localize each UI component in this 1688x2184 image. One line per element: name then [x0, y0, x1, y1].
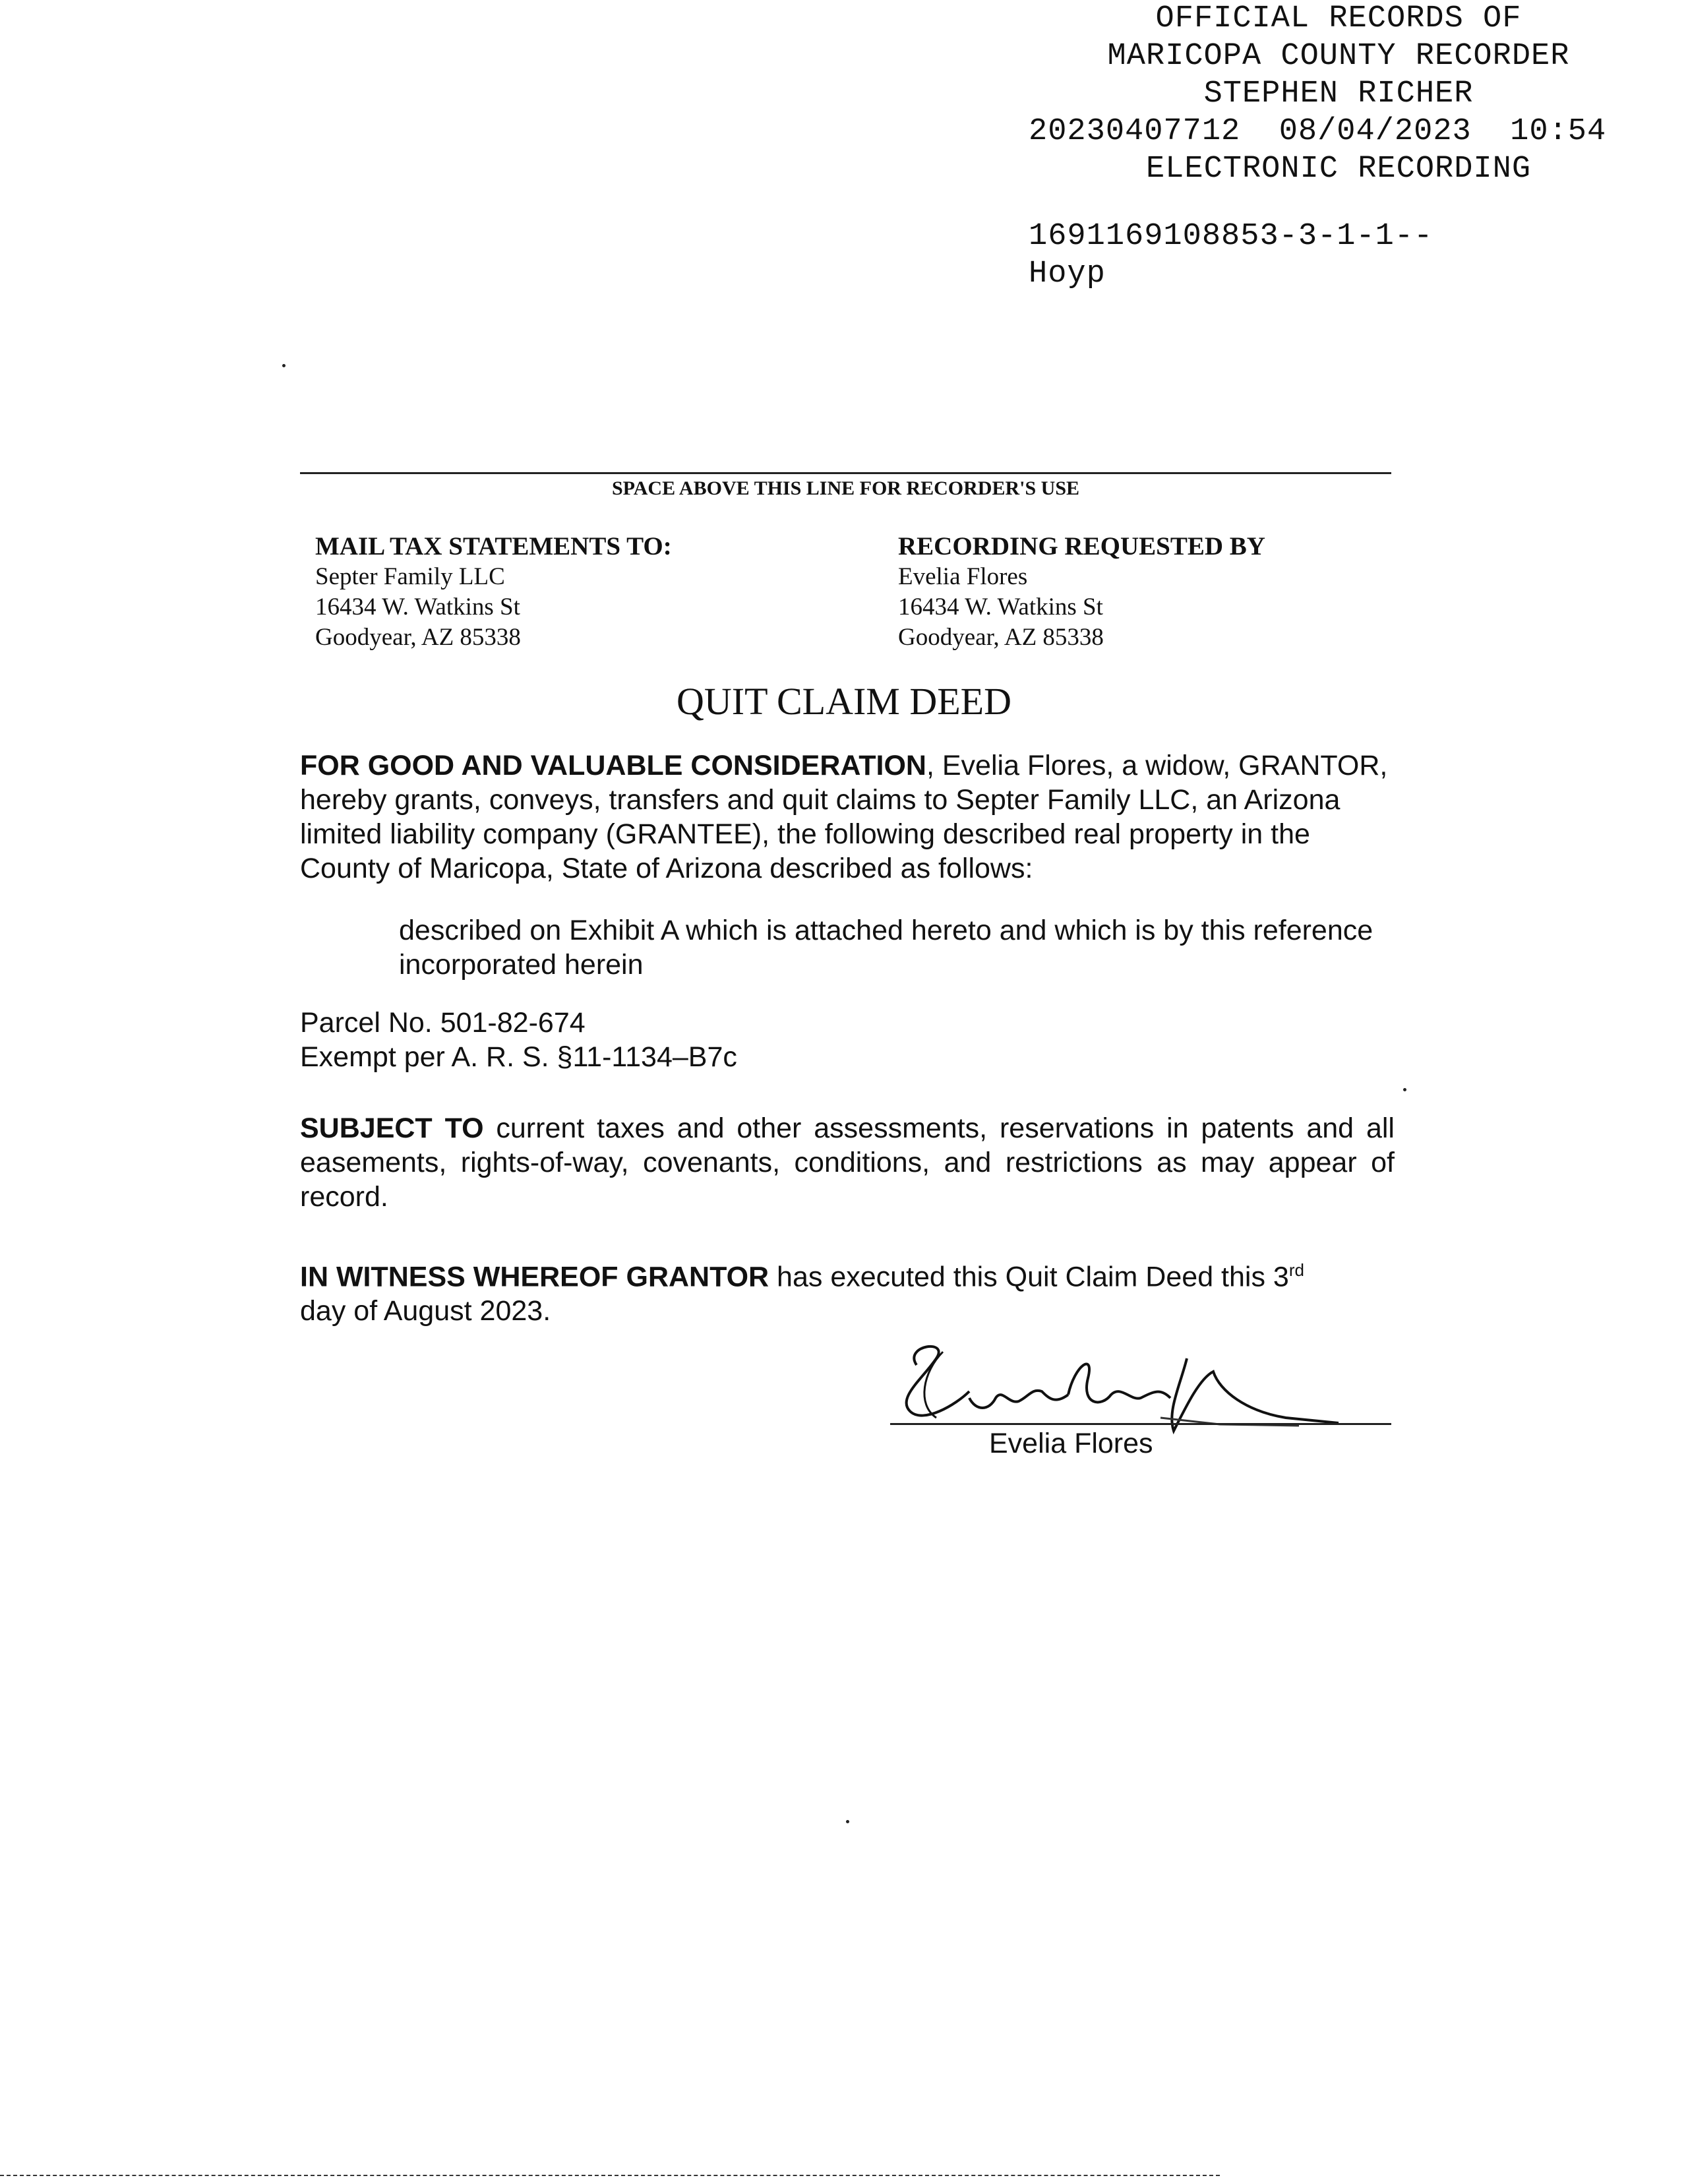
stamp-line-2: MARICOPA COUNTY RECORDER [1107, 39, 1570, 74]
subject-to-text: current taxes and other assessments, reservations in patents and all easements, rights-of-way, covenants, conditions, and restrictions as may appear of record. [300, 1112, 1395, 1213]
stamp-line-1: OFFICIAL RECORDS OF [1155, 1, 1522, 36]
record-number: 20230407712 [1029, 114, 1241, 149]
stamp-line-3: STEPHEN RICHER [1203, 76, 1474, 111]
document-title: QUIT CLAIM DEED [677, 680, 1011, 723]
record-time: 10:54 [1510, 114, 1607, 149]
witness-paragraph [300, 1253, 1395, 1328]
document-id: 1691169108853-3-1-1-- [1029, 219, 1433, 254]
scan-speck [846, 1820, 849, 1823]
mail-tax-street: 16434 W. Watkins St [315, 593, 520, 621]
exhibit-paragraph: described on Exhibit A which is attached hereto and which is by this reference incorporated herein [399, 915, 1373, 981]
witness-suffix: rd [1288, 1260, 1304, 1280]
recorder-stamp [1029, 0, 1675, 293]
stamp-line-5: ELECTRONIC RECORDING [1145, 152, 1532, 187]
record-date: 08/04/2023 [1279, 114, 1472, 149]
subject-to-lead: SUBJECT TO [300, 1112, 484, 1144]
recording-requested-heading: RECORDING REQUESTED BY [898, 532, 1265, 561]
witness-lead: IN WITNESS WHEREOF GRANTOR [300, 1261, 769, 1293]
parcel-block [300, 1006, 1395, 1074]
stamp-record-line [1029, 114, 1606, 149]
parcel-number: Parcel No. 501-82-674 [300, 1007, 586, 1039]
mail-tax-name: Septer Family LLC [315, 563, 505, 590]
scan-speck [1403, 1088, 1406, 1091]
recorder-note: SPACE ABOVE THIS LINE FOR RECORDER'S USE [611, 477, 1080, 499]
stamp-code: Hoyp [1029, 257, 1106, 291]
consideration-paragraph [300, 748, 1395, 886]
bottom-scan-edge [0, 2175, 1220, 2176]
mail-tax-block [315, 531, 672, 653]
mail-tax-heading: MAIL TAX STATEMENTS TO: [315, 532, 672, 561]
recording-requested-city: Goodyear, AZ 85338 [898, 624, 1104, 651]
recorder-divider [300, 472, 1391, 474]
consideration-text: , Evelia Flores, a widow, GRANTOR, hereby grants, conveys, transfers and quit claims to Septer Family LLC, an Arizona limited liability company (GRANTEE), the following described real property in the County of Maricopa, State of Arizona described as follows: [300, 750, 1388, 884]
subject-to-paragraph [300, 1111, 1395, 1214]
witness-tail: day of August 2023. [300, 1295, 551, 1327]
consideration-lead: FOR GOOD AND VALUABLE CONSIDERATION [300, 750, 926, 781]
recording-requested-name: Evelia Flores [898, 563, 1028, 590]
exemption-text: Exempt per A. R. S. §11-1134–B7c [300, 1041, 737, 1073]
stamp-id-block [1029, 218, 1675, 293]
signature-line [890, 1423, 1391, 1425]
signer-name: Evelia Flores [989, 1428, 1153, 1459]
mail-tax-city: Goodyear, AZ 85338 [315, 624, 521, 651]
recording-requested-street: 16434 W. Watkins St [898, 593, 1103, 621]
recording-requested-block [898, 531, 1265, 653]
scan-speck [282, 364, 286, 367]
witness-text: has executed this Quit Claim Deed this 3 [769, 1261, 1289, 1293]
